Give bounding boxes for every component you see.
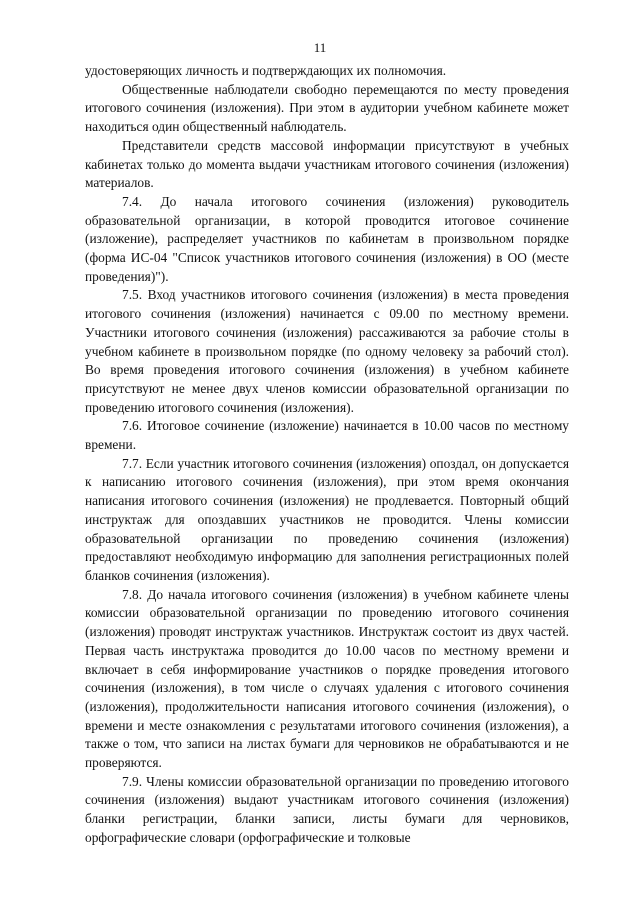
paragraph-7-8: 7.8. До начала итогового сочинения (изложения) в учебном кабинете члены комиссии образовательной организации по проведению итогового сочинения (изложения) проводят инструктаж участников. Инструктаж состоит из двух частей. Первая часть инструктажа проводится до 10.00 часов по местному времени и включает в себя информирование участников о порядке проведения итогового сочинения (изложения), в том числе о случаях удаления с итогового сочинения (изложения), продолжительности написания итогового сочинения (изложения), о времени и месте ознакомления с результатами итогового сочинения (изложения), а также о том, что записи на листах бумаги для черновиков не обрабатываются и не проверяются. <box>85 586 569 771</box>
paragraph-7-5: 7.5. Вход участников итогового сочинения (изложения) в места проведения итогового сочинения (изложения) начинается с 09.00 по местному времени. Участники итогового сочинения (изложения) рассаживаются за рабочие столы в учебном кабинете в произвольном порядке (по одному человеку за рабочий стол). Во время проведения итогового сочинения (изложения) в учебном кабинете присутствуют не менее двух членов комиссии образовательной организации по проведению итогового сочинения (изложения). <box>85 287 569 415</box>
paragraph-7-6: 7.6. Итоговое сочинение (изложение) начинается в 10.00 часов по местному времени. <box>85 418 569 453</box>
paragraph-continuation: удостоверяющих личность и подтверждающих их полномочия. <box>85 63 447 78</box>
page-number: 11 <box>313 40 327 55</box>
paragraph-7-4: 7.4. До начала итогового сочинения (изложения) руководитель образовательной организации, в которой проводится итоговое сочинение (изложение), распределяет участников по кабинетам в произвольном порядке (форма ИС-04 "Список участников итогового сочинения (изложения) в ОО (месте проведения)"). <box>85 193 569 284</box>
paragraph-7-7: 7.7. Если участник итогового сочинения (изложения) опоздал, он допускается к написанию итогового сочинения (изложения), при этом время окончания написания итогового сочинения (изложения) не продлевается. Повторный общий инструктаж для опоздавших участников не проводится. Члены комиссии образовательной организации по проведению сочинения (изложения) предоставляют необходимую информацию для заполнения регистрационных полей бланков сочинения (изложения). <box>85 455 569 583</box>
document-body <box>85 62 569 848</box>
paragraph-public-observers: Общественные наблюдатели свободно перемещаются по месту проведения итогового сочинения (изложения). При этом в аудитории учебном кабинете может находиться один общественный наблюдатель. <box>85 81 569 135</box>
paragraph-7-9: 7.9. Члены комиссии образовательной организации по проведению итогового сочинения (изложения) выдают участникам итогового сочинения (изложения) бланки регистрации, бланки записи, листы бумаги для черновиков, орфографические словари (орфографические и толковые <box>85 773 569 845</box>
paragraph-media-representatives: Представители средств массовой информации присутствуют в учебных кабинетах только до момента выдачи участникам итогового сочинения (изложения) материалов. <box>85 137 569 191</box>
